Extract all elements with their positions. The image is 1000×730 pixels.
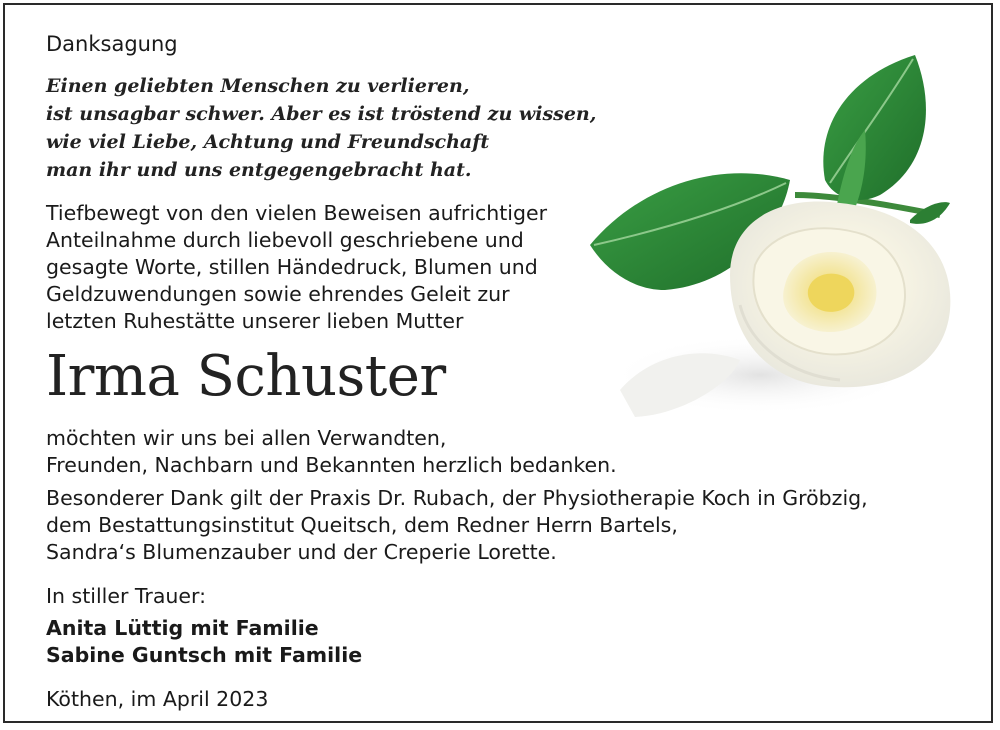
mourning-label: In stiller Trauer: bbox=[46, 584, 206, 608]
special-thanks-paragraph bbox=[46, 485, 868, 566]
intro-line: letzten Ruhestätte unserer lieben Mutter bbox=[46, 309, 464, 333]
quote-line: Einen geliebten Menschen zu verlieren, bbox=[46, 75, 470, 97]
thanks-paragraph bbox=[46, 425, 617, 479]
quote-line: ist unsagbar schwer. Aber es ist tröstend zu wissen, bbox=[46, 103, 597, 125]
intro-line: Tiefbewegt von den vielen Beweisen aufrichtiger bbox=[46, 201, 548, 225]
deceased-name: Irma Schuster bbox=[46, 344, 446, 409]
thanks-line: Freunden, Nachbarn und Bekannten herzlich bedanken. bbox=[46, 453, 617, 477]
mourner-name: Anita Lüttig mit Familie bbox=[46, 616, 319, 640]
special-thanks-line: dem Bestattungsinstitut Queitsch, dem Redner Herrn Bartels, bbox=[46, 513, 678, 537]
memorial-quote bbox=[46, 72, 596, 184]
heading-danksagung: Danksagung bbox=[46, 32, 178, 56]
intro-paragraph bbox=[46, 200, 547, 335]
place-date: Köthen, im April 2023 bbox=[46, 687, 269, 711]
white-rose-icon bbox=[580, 45, 975, 425]
mourners-list bbox=[46, 615, 362, 669]
mourner-name: Sabine Guntsch mit Familie bbox=[46, 643, 363, 667]
quote-line: wie viel Liebe, Achtung und Freundschaft bbox=[46, 131, 490, 153]
intro-line: Geldzuwendungen sowie ehrendes Geleit zur bbox=[46, 282, 510, 306]
thanks-line: möchten wir uns bei allen Verwandten, bbox=[46, 426, 447, 450]
special-thanks-line: Sandra‘s Blumenzauber und der Creperie Lorette. bbox=[46, 540, 557, 564]
intro-line: gesagte Worte, stillen Händedruck, Blumen und bbox=[46, 255, 538, 279]
obituary-card bbox=[3, 3, 993, 723]
quote-line: man ihr und uns entgegengebracht hat. bbox=[46, 159, 472, 181]
special-thanks-line: Besonderer Dank gilt der Praxis Dr. Rubach, der Physiotherapie Koch in Gröbzig, bbox=[46, 486, 868, 510]
intro-line: Anteilnahme durch liebevoll geschriebene und bbox=[46, 228, 524, 252]
